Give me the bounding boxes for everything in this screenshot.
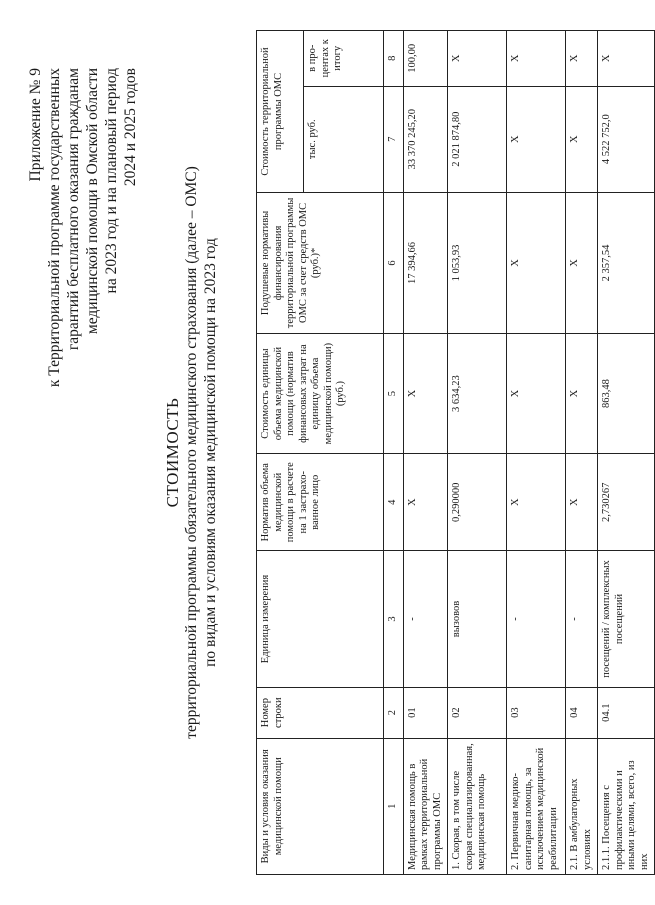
row-line-number: 04.1 [598,687,655,738]
row-volume: X [566,454,598,551]
table-row [507,31,566,875]
row-percent: X [598,31,655,87]
header-col-percent: в про-центах к итогу [304,31,384,87]
row-volume: 2,730267 [598,454,655,551]
row-volume: 0,290000 [448,454,507,551]
column-number: 3 [384,551,404,687]
appendix-block [26,68,140,588]
row-volume: X [507,454,566,551]
row-cost: 863,48 [598,333,655,453]
column-number: 4 [384,454,404,551]
appendix-line-6: 2024 и 2025 годов [122,68,139,187]
row-line-number: 02 [448,687,507,738]
row-type: Медицинская помощь в рамках территориальной программы ОМС [403,738,448,874]
appendix-line-1: Приложение № 9 [27,68,44,182]
table-row [448,31,507,875]
column-number: 6 [384,192,404,333]
document-title: СТОИМОСТЬ [163,397,182,508]
row-type: 2.1.1. Посещения с профилактическими и иными целями, всего, из них [598,738,655,874]
row-total: 4 522 752,0 [598,86,655,192]
row-cost: X [566,333,598,453]
row-cost: X [403,333,448,453]
header-col-cost: Стоимость единицы объема медицинской помощи (норматив финансовых затрат на единицу объема медицинской помощи) (руб.) [257,333,384,453]
header-col-per-capita: Подушевые нормативы финансирования территориальной программы ОМС за счет средств ОМС (руб.)* [257,192,384,333]
row-type: 2.1. В амбулаторных условиях [566,738,598,874]
row-total: X [507,86,566,192]
table-header-row [257,31,304,875]
column-number: 8 [384,31,404,87]
table-row [403,31,448,875]
row-type: 2. Первичная медико-санитарная помощь, за исключением медицинской реабилитации [507,738,566,874]
document-subtitle-2: по видам и условиям оказания медицинской помощи на 2023 год [202,238,219,667]
header-col-type: Виды и условия оказания медицинской помощи [257,738,384,874]
row-percent: X [507,31,566,87]
row-line-number: 01 [403,687,448,738]
appendix-line-3: гарантий бесплатного оказания гражданам [65,68,82,351]
document-subtitle: территориальной программы обязательного медицинского страхования (далее – ОМС) [183,166,200,739]
row-type: 1. Скорая, в том числе скорая специализированная, медицинская помощь [448,738,507,874]
row-unit: - [566,551,598,687]
appendix-line-4: медицинской помощи в Омской области [84,68,101,335]
row-unit: вызовов [448,551,507,687]
row-volume: X [403,454,448,551]
row-unit: - [403,551,448,687]
table-row [566,31,598,875]
column-number: 5 [384,333,404,453]
row-per-capita: X [507,192,566,333]
column-number: 1 [384,738,404,874]
row-total: X [566,86,598,192]
row-percent: X [448,31,507,87]
header-col-unit: Единица измерения [257,551,384,687]
row-per-capita: 1 053,93 [448,192,507,333]
row-total: 33 370 245,20 [403,86,448,192]
row-cost: 3 634,23 [448,333,507,453]
column-numbers-row [384,31,404,875]
row-per-capita: 2 357,54 [598,192,655,333]
row-line-number: 04 [566,687,598,738]
row-unit: - [507,551,566,687]
row-percent: 100,00 [403,31,448,87]
header-col-thousand-rub: тыс. руб. [304,86,384,192]
row-per-capita: X [566,192,598,333]
row-per-capita: 17 394,66 [403,192,448,333]
appendix-line-5: на 2023 год и на плановый период [103,68,120,294]
header-col-volume: Норматив объема медицинской помощи в расчете на 1 застрахо-ванное лицо [257,454,384,551]
row-cost: X [507,333,566,453]
header-col-total: Стоимость территориальной программы ОМС [257,31,304,193]
header-col-line: Номер строки [257,687,384,738]
table-row [598,31,655,875]
row-total: 2 021 874,80 [448,86,507,192]
row-unit: посещений / комплексных посещений [598,551,655,687]
row-line-number: 03 [507,687,566,738]
row-percent: X [566,31,598,87]
appendix-line-2: к Территориальной программе государственных [46,68,63,388]
cost-table [256,30,655,875]
column-number: 7 [384,86,404,192]
column-number: 2 [384,687,404,738]
